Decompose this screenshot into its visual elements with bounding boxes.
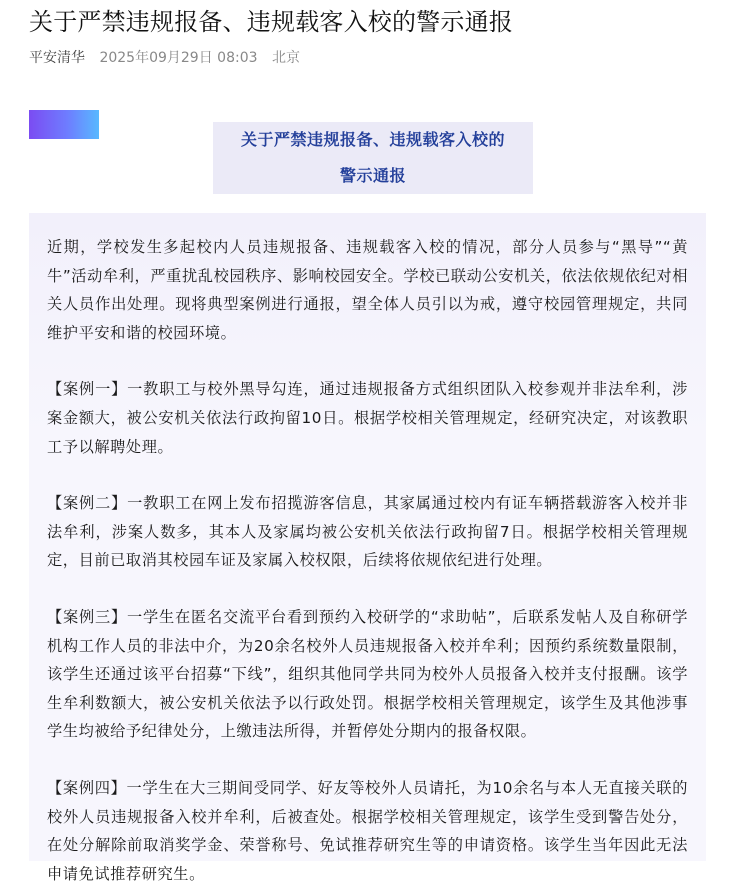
article-datetime: 2025年09月29日 08:03 [99, 50, 258, 66]
notice-headline-line-1: 关于严禁违规报备、违规载客入校的 [240, 130, 505, 149]
article-source[interactable]: 平安清华 [29, 50, 85, 66]
article-location: 北京 [271, 50, 300, 66]
decorative-accent-bar [29, 110, 99, 139]
article-title: 关于严禁违规报备、违规载客入校的警示通报 [29, 8, 513, 36]
article-meta [29, 48, 300, 68]
case-3-paragraph: 【案例三】一学生在匿名交流平台看到预约入校研学的“求助帖”，后联系发帖人及自称研学机构工作人员的非法中介，为20余名校外人员违规报备入校并牟利；因预约系统数量限制，该学生还通过该平台招募“下线”，组织其他同学共同为校外人员报备入校并支付报酬。该学生牟利数额大，被公安机关依法予以行政处罚。根据学校相关管理规定，该学生及其他涉事学生均被给予纪律处分，上缴违法所得，并暂停处分期内的报备权限。 [47, 607, 688, 741]
case-1-paragraph: 【案例一】一教职工与校外黑导勾连，通过违规报备方式组织团队入校参观并非法牟利，涉案金额大，被公安机关依法行政拘留10日。根据学校相关管理规定，经研究决定，对该教职工予以解聘处理。 [47, 380, 688, 456]
case-2-paragraph: 【案例二】一教职工在网上发布招揽游客信息，其家属通过校内有证车辆搭载游客入校并非法牟利，涉案人数多，其本人及家属均被公安机关依法行政拘留7日。根据学校相关管理规定，目前已取消其校园车证及家属入校权限，后续将依规依纪进行处理。 [47, 494, 688, 570]
notice-headline-line-2: 警示通报 [339, 166, 406, 185]
intro-paragraph: 近期，学校发生多起校内人员违规报备、违规载客入校的情况，部分人员参与“黑导”“黄牛”活动牟利，严重扰乱校园秩序、影响校园安全。学校已联动公安机关，依法依规依纪对相关人员作出处理。现将典型案例进行通报，望全体人员引以为戒，遵守校园管理规定，共同维护平安和谐的校园环境。 [47, 238, 688, 342]
notice-headline-box [213, 122, 533, 194]
article-body [29, 213, 706, 883]
case-4-paragraph: 【案例四】一学生在大三期间受同学、好友等校外人员请托，为10余名与本人无直接关联的校外人员违规报备入校并牟利，后被查处。根据学校相关管理规定，该学生受到警告处分，在处分解除前取消奖学金、荣誉称号、免试推荐研究生等的申请资格。该学生当年因此无法申请免试推荐研究生。 [47, 778, 688, 883]
